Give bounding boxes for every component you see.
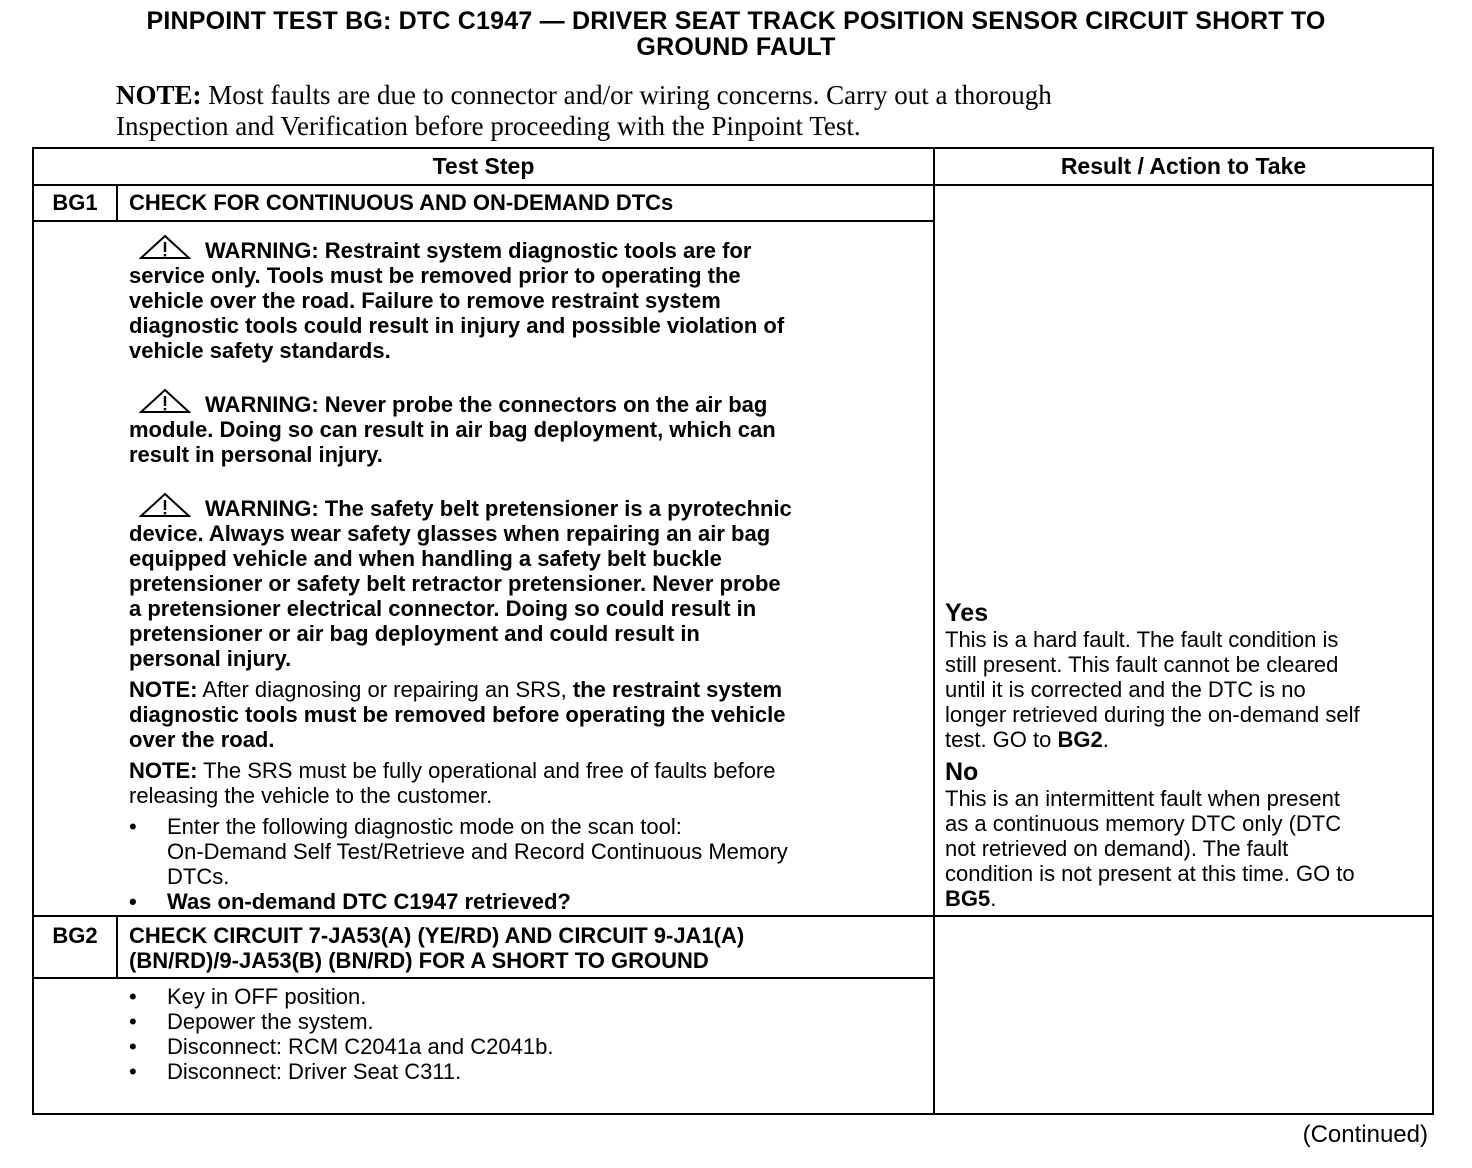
- result-no-line: not retrieved on demand). The fault: [945, 836, 1289, 861]
- result-yes-line: until it is corrected and the DTC is no: [945, 677, 1306, 702]
- warning-3-line: a pretensioner electrical connector. Doing so could result in: [129, 596, 757, 621]
- bullet-dot: •: [129, 1009, 137, 1034]
- warning-triangle-icon: [139, 492, 191, 518]
- result-yes-line: This is a hard fault. The fault condition is: [945, 627, 1339, 652]
- note-2: [129, 758, 929, 808]
- note-1-text: After diagnosing or repairing an SRS,: [202, 677, 567, 702]
- warning-2-lead: WARNING: Never probe the connectors on the air bag: [205, 392, 768, 417]
- warning-3-line: device. Always wear safety glasses when repairing an air bag: [129, 521, 771, 546]
- bullet-line: Disconnect: RCM C2041a and C2041b.: [167, 1034, 554, 1059]
- result-no-goto-link[interactable]: BG5: [945, 886, 991, 911]
- title-line-1: PINPOINT TEST BG: DTC C1947 — DRIVER SEAT TRACK POSITION SENSOR CIRCUIT SHORT TO: [146, 7, 1326, 35]
- intro-note-label: NOTE:: [116, 80, 202, 110]
- step-title-bg2-line-2: (BN/RD)/9-JA53(B) (BN/RD) FOR A SHORT TO GROUND: [129, 948, 709, 973]
- warning-triangle-icon: [139, 388, 191, 414]
- result-yes-label: Yes: [945, 599, 989, 627]
- note-1-line-3: over the road.: [129, 727, 275, 752]
- bg1-bullet-list: [129, 814, 929, 914]
- step-divider: [34, 915, 1432, 917]
- result-yes-line: still present. This fault cannot be cleared: [945, 652, 1339, 677]
- header-result: Result / Action to Take: [1060, 153, 1307, 179]
- warning-3-line: personal injury.: [129, 646, 292, 671]
- list-item: [129, 984, 929, 1009]
- result-no-line: This is an intermittent fault when present: [945, 786, 1340, 811]
- result-yes-line: longer retrieved during the on-demand self: [945, 702, 1360, 727]
- result-no-label: No: [945, 758, 979, 786]
- warning-3-line: equipped vehicle and when handling a safety belt buckle: [129, 546, 722, 571]
- warning-1-line: vehicle safety standards.: [129, 338, 391, 363]
- note-2-text: The SRS must be fully operational and free of faults before: [203, 758, 776, 783]
- pinpoint-test-table: [32, 147, 1434, 1115]
- result-yes-goto-link[interactable]: BG2: [1057, 727, 1103, 752]
- bg2-id-divider: [116, 915, 118, 979]
- bullet-line: Depower the system.: [167, 1009, 374, 1034]
- warning-2-line: module. Doing so can result in air bag deployment, which can: [129, 417, 776, 442]
- list-item: [129, 1059, 929, 1084]
- warning-1-line: diagnostic tools could result in injury and possible violation of: [129, 313, 785, 338]
- warning-1-line: service only. Tools must be removed prior to operating the: [129, 263, 741, 288]
- step-id-bg1: BG1: [52, 190, 98, 215]
- note-1-label: NOTE:: [129, 677, 198, 702]
- warning-2: [129, 388, 929, 467]
- title-line-2: GROUND FAULT: [636, 33, 836, 61]
- warning-3-lead: WARNING: The safety belt pretensioner is a pyrotechnic: [205, 496, 792, 521]
- header-test-step: Test Step: [432, 153, 535, 179]
- bg2-body: [129, 984, 929, 1084]
- intro-note-line-1: Most faults are due to connector and/or wiring concerns. Carry out a thorough: [208, 80, 1052, 110]
- result-yes-goto-prefix: test. GO to: [945, 727, 1052, 752]
- bg1-id-divider: [116, 184, 118, 222]
- result-no-line: as a continuous memory DTC only (DTC: [945, 811, 1342, 836]
- note-1: [129, 677, 929, 752]
- bullet-dot: •: [129, 1059, 137, 1084]
- bullet-dot: •: [129, 984, 137, 1009]
- bullet-line: Key in OFF position.: [167, 984, 367, 1009]
- list-item: [129, 1009, 929, 1034]
- bg2-bullet-list: [129, 984, 929, 1084]
- bg2-title-divider: [34, 977, 933, 979]
- bullet-dot: •: [129, 1034, 137, 1059]
- warning-3-line: pretensioner or safety belt retractor pretensioner. Never probe: [129, 571, 781, 596]
- bg1-body: [129, 234, 929, 914]
- bg1-title-divider: [34, 220, 933, 222]
- column-divider: [933, 149, 935, 1113]
- bullet-dot: •: [129, 889, 137, 914]
- list-item: [129, 1034, 929, 1059]
- bullet-line: DTCs.: [167, 864, 230, 889]
- intro-note-line-2: Inspection and Verification before proceeding with the Pinpoint Test.: [116, 111, 861, 141]
- note-1-bold: the restraint system: [572, 677, 783, 702]
- note-2-line-2: releasing the vehicle to the customer.: [129, 783, 493, 808]
- bullet-line: Was on-demand DTC C1947 retrieved?: [167, 889, 571, 914]
- intro-note: [116, 80, 1316, 142]
- note-2-label: NOTE:: [129, 758, 198, 783]
- warning-3-line: pretensioner or air bag deployment and could result in: [129, 621, 700, 646]
- continued-label: (Continued): [1302, 1121, 1428, 1148]
- bullet-line: Disconnect: Driver Seat C311.: [167, 1059, 462, 1084]
- warning-triangle-icon: [139, 234, 191, 260]
- step-title-bg2: [129, 923, 744, 973]
- step-id-bg2: BG2: [52, 923, 98, 948]
- page-title: [30, 8, 1442, 60]
- step-title-bg2-line-1: CHECK CIRCUIT 7-JA53(A) (YE/RD) AND CIRCUIT 9-JA1(A): [129, 923, 745, 948]
- warning-2-line: result in personal injury.: [129, 442, 383, 467]
- bullet-dot: •: [129, 814, 137, 839]
- list-item: [129, 889, 929, 914]
- bullet-line: Enter the following diagnostic mode on the scan tool:: [167, 814, 682, 839]
- note-1-line-2: diagnostic tools must be removed before operating the vehicle: [129, 702, 786, 727]
- step-title-bg1: CHECK FOR CONTINUOUS AND ON-DEMAND DTCs: [129, 190, 674, 215]
- warning-3: [129, 492, 929, 671]
- bullet-line: On-Demand Self Test/Retrieve and Record Continuous Memory: [167, 839, 788, 864]
- header-divider: [34, 184, 1432, 186]
- list-item: [129, 814, 929, 889]
- warning-1-lead: WARNING: Restraint system diagnostic tools are for: [205, 238, 752, 263]
- warning-1: [129, 234, 929, 363]
- bg1-result: Yes This is a hard fault. The fault condition is still present. This fault cannot be cleared until it is corrected and the DTC is no longer retrieved during the on-demand self test. GO to BG2. No This is an intermittent fault when present as a continuous memory DTC only (DTC not retrieved on demand). The fault condition is not present at this time. GO to BG5.: [945, 599, 1430, 911]
- warning-1-line: vehicle over the road. Failure to remove restraint system: [129, 288, 721, 313]
- result-no-line: condition is not present at this time. GO to: [945, 861, 1355, 886]
